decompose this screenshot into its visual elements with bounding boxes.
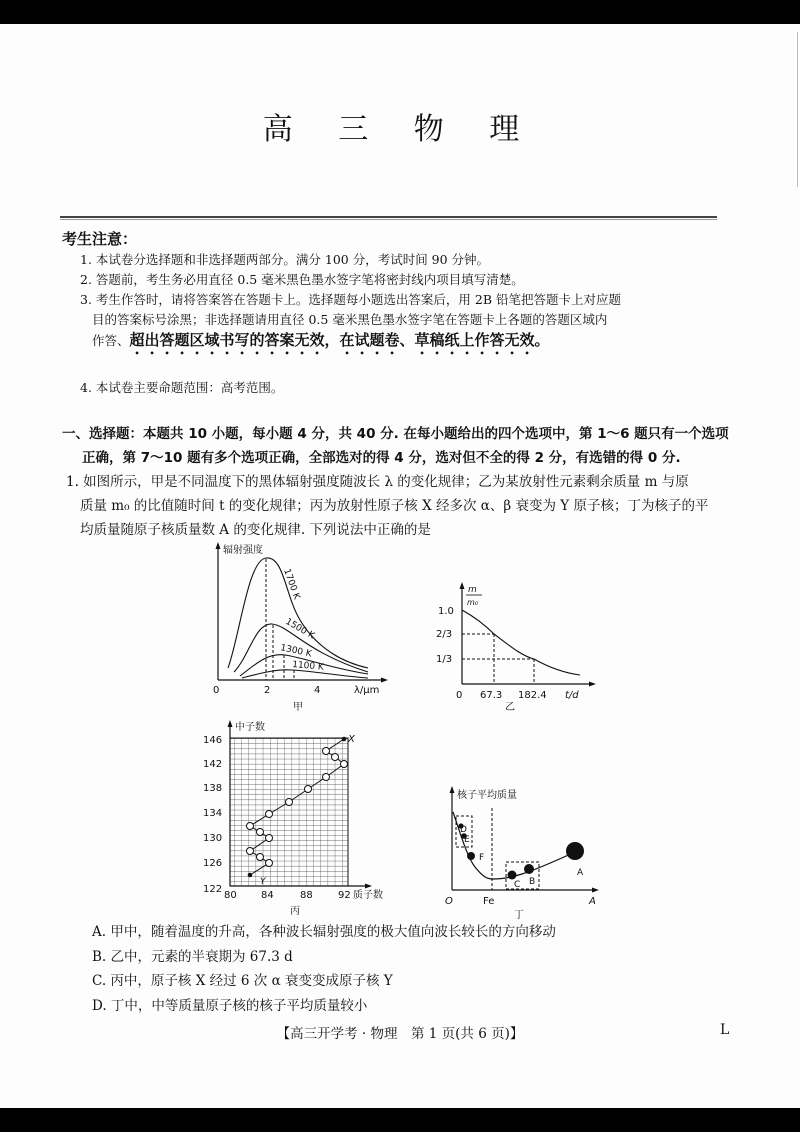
svg-text:4: 4 [314,685,321,696]
svg-text:A: A [577,868,584,878]
notice-item-3 [80,290,621,358]
option-c: C. 丙中，原子核 X 经过 6 次 α 衰变变成原子核 Y [92,973,393,989]
section-line-1: 一、选择题：本题共 10 小题，每小题 4 分，共 40 分. 在每小题给出的四个选项中，第 1～6 题只有一个选项 [62,426,729,442]
notice-heading: 考生注意： [62,230,138,248]
svg-text:2/3: 2/3 [436,629,453,640]
q1-line-3: 均质量随原子核质量数 A 的变化规律. 下列说法中正确的是 [80,522,431,538]
notice-item-3-line1: 3. 考生作答时，请将答案答在答题卡上。选择题每小题选出答案后，用 2B 铅笔把答题卡上对应题 [80,292,621,307]
svg-text:F: F [479,853,485,863]
figure-bing [198,718,398,918]
figure-ding [425,782,605,922]
section-instructions [62,422,732,470]
svg-text:1300 K: 1300 K [279,643,313,660]
svg-text:E: E [464,835,470,845]
q1-line-2: 质量 m₀ 的比值随时间 t 的变化规律；丙为放射性原子核 X 经多次 α、β 衰变为 Y 原子核；丁为核子的平 [80,498,709,514]
option-b: B. 乙中，元素的半衰期为 67.3 d [92,948,293,965]
svg-text:Y: Y [260,877,266,887]
notice-emphasis: 超出答题区域书写的答案无效，在试题卷、草稿纸上作答无效。 [129,331,550,349]
svg-text:67.3: 67.3 [480,690,503,701]
svg-text:134: 134 [203,808,223,819]
figure-jia [200,540,390,715]
svg-text:142: 142 [203,759,223,770]
svg-text:乙: 乙 [505,702,515,713]
svg-text:X: X [348,734,355,745]
svg-text:m: m [468,585,477,595]
svg-text:m₀: m₀ [467,598,478,607]
svg-text:138: 138 [203,783,223,794]
svg-text:B: B [529,877,536,887]
svg-text:146: 146 [203,735,223,746]
svg-text:质子数: 质子数 [353,890,383,901]
svg-text:126: 126 [203,858,223,869]
notice-item-3-line2: 目的答案标号涂黑；非选择题请用直径 0.5 毫米黑色墨水签字笔在答题卡上各题的答题区域内 [92,312,608,327]
svg-text:84: 84 [261,890,274,901]
svg-text:C: C [514,880,521,890]
figure-yi [430,578,600,713]
svg-text:80: 80 [224,890,237,901]
svg-text:Fe: Fe [483,896,495,907]
jia-ylabel: 辐射强度 [223,545,263,556]
notice-item-2: 2. 答题前，考生务必用直径 0.5 毫米黑色墨水签字笔将密封线内项目填写清楚。 [80,272,524,287]
svg-text:0: 0 [213,685,220,696]
header-divider [60,216,717,220]
svg-text:中子数: 中子数 [235,722,265,733]
svg-text:2: 2 [264,685,271,696]
svg-text:130: 130 [203,833,223,844]
notice-item-1: 1. 本试卷分选择题和非选择题两部分。满分 100 分，考试时间 90 分钟。 [80,252,490,267]
jia-caption: 甲 [293,702,303,713]
svg-text:D: D [460,825,467,835]
svg-text:O: O [445,896,453,907]
svg-text:0: 0 [456,690,463,701]
svg-text:92: 92 [338,890,351,901]
notice-item-4: 4. 本试卷主要命题范围：高考范围。 [80,380,284,395]
svg-text:丁: 丁 [514,910,524,921]
section-line-2: 正确，第 7～10 题有多个选项正确，全部选对的得 4 分，选对但不全的得 2 分，有选错的得 0 分. [82,450,681,466]
option-a: A. 甲中，随着温度的升高，各种波长辐射强度的极大值向波长较长的方向移动 [92,924,556,940]
q1-options [92,920,556,1018]
page-footer: 【高三开学考 · 物理 第 1 页(共 6 页)】 [276,1026,524,1042]
svg-text:A: A [589,896,596,907]
svg-text:丙: 丙 [290,906,300,917]
svg-text:182.4: 182.4 [518,690,547,701]
notice-item-3-line3 [80,330,621,358]
svg-text:核子平均质量: 核子平均质量 [457,790,517,801]
svg-text:1700 K: 1700 K [281,567,302,601]
notice-item-3-prefix: 作答、 [92,333,130,348]
jia-xlabel: λ/μm [354,685,380,696]
svg-text:1.0: 1.0 [438,606,454,617]
option-d: D. 丁中，中等质量原子核的核子平均质量较小 [92,997,368,1014]
page-title: 高 三 物 理 [262,112,538,147]
footer-mark: L [720,1022,730,1038]
svg-text:122: 122 [203,884,223,895]
q1-line-1: 1. 如图所示，甲是不同温度下的黑体辐射强度随波长 λ 的变化规律；乙为某放射性元素剩余质量 m 与原 [66,474,689,490]
svg-text:t/d: t/d [565,690,579,701]
question-1-stem [66,470,736,542]
svg-text:1100 K: 1100 K [291,660,325,673]
svg-text:1500 K: 1500 K [283,616,316,642]
svg-text:88: 88 [300,890,313,901]
svg-text:1/3: 1/3 [436,654,453,665]
